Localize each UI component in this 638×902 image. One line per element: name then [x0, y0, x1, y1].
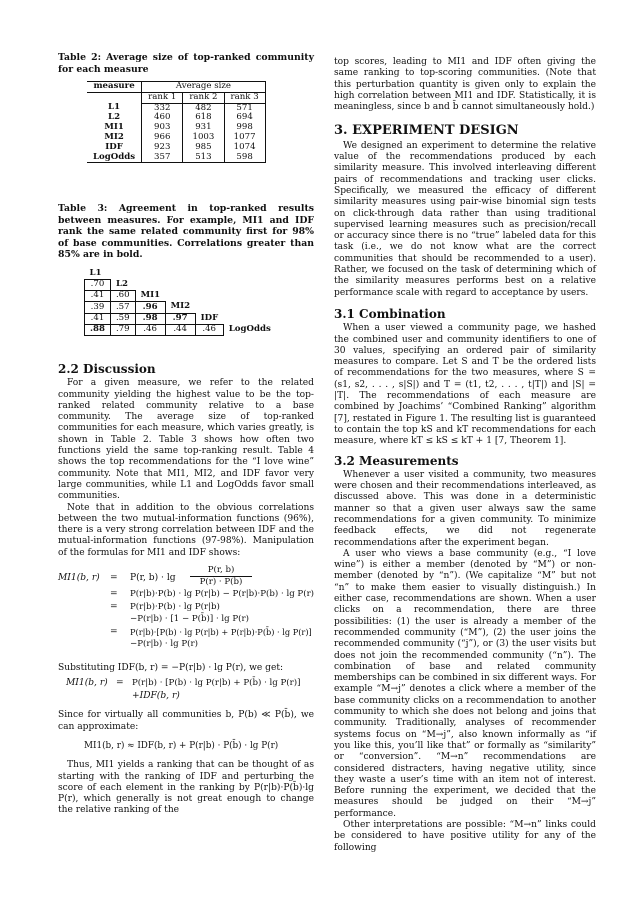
table3-cell: .96 [135, 302, 165, 313]
eq-term: P(r|b)·P(b) · lg P(r|b) − P(r|b)·P(b) · lg P(r) [130, 589, 315, 600]
table3-cell: .88 [85, 324, 111, 335]
left-column [58, 52, 314, 817]
table2-header-measure: measure [87, 82, 142, 93]
table2-cell: 998 [224, 123, 265, 133]
table3-cell: .59 [110, 313, 135, 324]
table3-label: L1 [89, 268, 102, 279]
table2-cell: 923 [142, 143, 183, 153]
table2-cell: 482 [183, 103, 224, 113]
eq-lhs: MI1(b, r) [58, 573, 100, 584]
paragraph: When a user viewed a community page, we hashed the combined user and community identifiers to one of 30 values, specifying an ordered pair of similarity measures to compare. Let S and T be the ordered lists of recommendations for the two measures, where S = (s1, s2, . . . , s|S|) and T = (t1, t2, . . . , t|T|) and |S| = |T|. The recommendations of each measure are combined by Joachims’ “Combined Ranking” algorithm [7], restated in Figure 1. The resulting list is guaranteed to contain the top kS and kT recommendations for each measure, where kT ≤ kS ≤ kT + 1 [7, Theorem 1]. [334, 323, 596, 447]
eq-denominator: P(r) · P(b) [199, 577, 243, 588]
table3-cell: .46 [135, 324, 165, 335]
eq-lhs: MI1(b, r) [66, 678, 108, 689]
table2-cell: 357 [142, 153, 183, 163]
eq-numerator: P(r, b) [190, 565, 252, 577]
table3-cell: .79 [110, 324, 135, 335]
table3-cell: .41 [85, 313, 111, 324]
table3-cell: .60 [110, 291, 135, 302]
table3-cell: .97 [165, 313, 195, 324]
table2-rank-header: rank 2 [183, 92, 224, 103]
table2-measure: MI1 [87, 123, 142, 133]
table2-caption: Table 2: Average size of top-ranked community for each measure [58, 52, 314, 75]
paragraph: top scores, leading to MI1 and IDF often giving the same ranking to top-scoring communities. (Note that this perturbation quantity is given only to explain the high correlation between MI1 and IDF. Statistically, it is meaningless, since b and b̄ cannot simultaneously hold.) [334, 57, 596, 113]
table2-measure: L1 [87, 103, 142, 113]
paragraph: Note that in addition to the obvious correlations between the two mutual-information functions (96%), there is a very strong correlation between IDF and the mutual-information functions (97-98%). Manipulation of the formulas for MI1 and IDF shows: [58, 502, 314, 558]
table2-cell: 598 [224, 153, 265, 163]
table2-cell: 1074 [224, 143, 265, 153]
eq-term: P(r, b) · lg [130, 573, 176, 584]
table3-caption: Table 3: Agreement in top-ranked results between measures. For example, MI1 and IDF rank the same related community first for 98% of base communities. Correlations greater than 85% are in bold. [58, 203, 314, 261]
table2-cell: 966 [142, 133, 183, 143]
section-3-1-heading: 3.1 Combination [334, 306, 446, 321]
eq-term: −P(r|b) · [1 − P(b̄)] · lg P(r) [130, 614, 249, 625]
table3-cell: .57 [110, 302, 135, 313]
table2-cell: 332 [142, 103, 183, 113]
table3-cell: .98 [135, 313, 165, 324]
table2-cell: 1077 [224, 133, 265, 143]
table3-label: LogOdds [228, 324, 271, 334]
eq-term: +IDF(b, r) [132, 691, 180, 702]
right-column [334, 57, 596, 854]
section-3-2-heading: 3.2 Measurements [334, 453, 459, 468]
table2-cell: 903 [142, 123, 183, 133]
table3-label: MI1 [140, 290, 161, 301]
section-2-2-heading: 2.2 Discussion [58, 362, 156, 376]
paragraph: Other interpretations are possible: “M→n” links could be considered to have positive utility for any of the following [334, 820, 596, 853]
table3-label: MI2 [170, 301, 191, 312]
table3 [84, 269, 276, 336]
table3-cell: .39 [85, 302, 111, 313]
table2-cell: 513 [183, 153, 224, 163]
table2-cell: 694 [224, 113, 265, 123]
table2-measure: MI2 [87, 133, 142, 143]
table2-measure: IDF [87, 143, 142, 153]
table2-cell: 618 [183, 113, 224, 123]
eq-term: P(r|b) · [P(b) · lg P(r|b) + P(b̄) · lg P(r)] [132, 678, 301, 689]
eq-term: P(r|b)·P(b) · lg P(r|b) [130, 602, 220, 613]
table-row [87, 153, 265, 163]
paragraph: Whenever a user visited a community, two measures were chosen and their recommendations interleaved, as discussed above. This was done in a deterministic manner so that a given user always saw the same recommendations for a given community. To minimize feedback effects, we did not regenerate recommendations after the experiment began. [334, 469, 596, 548]
table2 [87, 81, 266, 163]
table2-rank-header: rank 1 [142, 92, 183, 103]
eq-term: P(r|b)·[P(b) · lg P(r|b) + P(r|b)·P(b̄) · lg P(r)] [130, 627, 312, 638]
table2-cell: 571 [224, 103, 265, 113]
table3-cell: .46 [195, 324, 223, 335]
table2-measure: LogOdds [87, 153, 142, 163]
paragraph: For a given measure, we refer to the related community yielding the highest value to be the top-ranked related community relative to a base community. The average size of top-ranked communities for each measure, which varies greatly, is shown in Table 2. Table 3 shows how often two functions yield the same top-ranking result. Table 4 shows the top recommendations for the “I love wine” community. Note that MI1, MI2, and IDF favor very large communities, while L1 and LogOdds favor small communities. [58, 378, 314, 502]
table2-cell: 985 [183, 143, 224, 153]
paragraph: We designed an experiment to determine the relative value of the recommendations produced by each similarity measure. This involved interleaving different pairs of recommendations and tracking user clicks. Specifically, we measured the efficacy of different similarity measures using pair-wise binomial sign tests on click-through data rather than using traditional supervised learning measures such as precision/recall or accuracy since there is no “true” labeled data for this task (i.e., we do not know what are the correct communities that should be recommended to a user). Rather, we focused on the task of determining which of the similarity measures performs best on a relative performance scale with regard to acceptance by users. [334, 140, 596, 298]
paragraph: Since for virtually all communities b, P(b) ≪ P(b̄), we can approximate: [58, 710, 314, 732]
table2-header-group: Average size [142, 82, 266, 93]
equation-block: MI1(b, r) = P(r|b) · [P(b) · lg P(r|b) + P(b̄) · lg P(r)] +IDF(b, r) [66, 678, 301, 702]
paragraph: A user who views a base community (e.g., “I love wine”) is either a member (denoted by “M”) or non-member (denoted by “n”). (We capitalize “M” but not “n” to make them easier to visually distinguish.) In either case, recommendations are shown. When a user clicks on a recommendation, there are three possibilities: (1) the user is already a member of the recommended community (“M”), (2) the user joins the recommended community (“j”), or (3) the user visits but does not join the recommended community (“n”). The combination of base and related community memberships can be combined in six different ways. For example “M→j” denotes a click where a member of the base community clicks on a recommendation to another community to which she does not belong and joins that community. Traditionally, analyses of recommender systems focus on “M→j”, also known informally as “if you like this, you’ll like that” or formally as “similarity” or “conversion”. “M→n” recommendations are considered distracters, having negative utility, since they waste a user’s time with an item not of interest. Before running the experiment, we decided that the measures should be judged on their “M→j” performance. [334, 548, 596, 819]
equation-block: MI1(b, r) = P(r, b) · lg $\frac{P(r, b)}{P(r) \cdot P(b)}$ = P(r|b)·P(b) · lg P(r|b) − P(r|b)·P(b) · lg P(r) = P(r|b)·P(b) · lg P(r|b) −P(r|b) · [1 − P(b̄)] · lg P(r) = P(r|b)·[P(b) · lg P(r|b) + P(r|b)·P(b̄) · lg P(r)] −P(r|b) · lg P(r) [58, 565, 315, 650]
eq-term: −P(r|b) · lg P(r) [130, 639, 198, 650]
paragraph: Thus, MI1 yields a ranking that can be thought of as starting with the ranking of IDF and perturbing the score of each element in the ranking by P(r|b)·P(b̄)·lg P(r), which generally is not great enough to change the relative ranking of the [58, 760, 314, 816]
table2-cell: 460 [142, 113, 183, 123]
table3-label: IDF [200, 312, 219, 323]
table2-cell: 1003 [183, 133, 224, 143]
section-3-heading: 3. EXPERIMENT DESIGN [334, 123, 519, 139]
table3-cell: .70 [85, 280, 111, 291]
table2-rank-header: rank 3 [224, 92, 265, 103]
paragraph: Substituting IDF(b, r) = −P(r|b) · lg P(r), we get: [58, 663, 284, 674]
table3-label: L2 [115, 279, 128, 289]
table3-cell: .44 [165, 324, 195, 335]
table2-cell: 931 [183, 123, 224, 133]
table2-measure: L2 [87, 113, 142, 123]
equation: MI1(b, r) ≈ IDF(b, r) + P(r|b) · P(b̄) · lg P(r) [84, 740, 279, 751]
table3-cell: .41 [85, 291, 111, 302]
